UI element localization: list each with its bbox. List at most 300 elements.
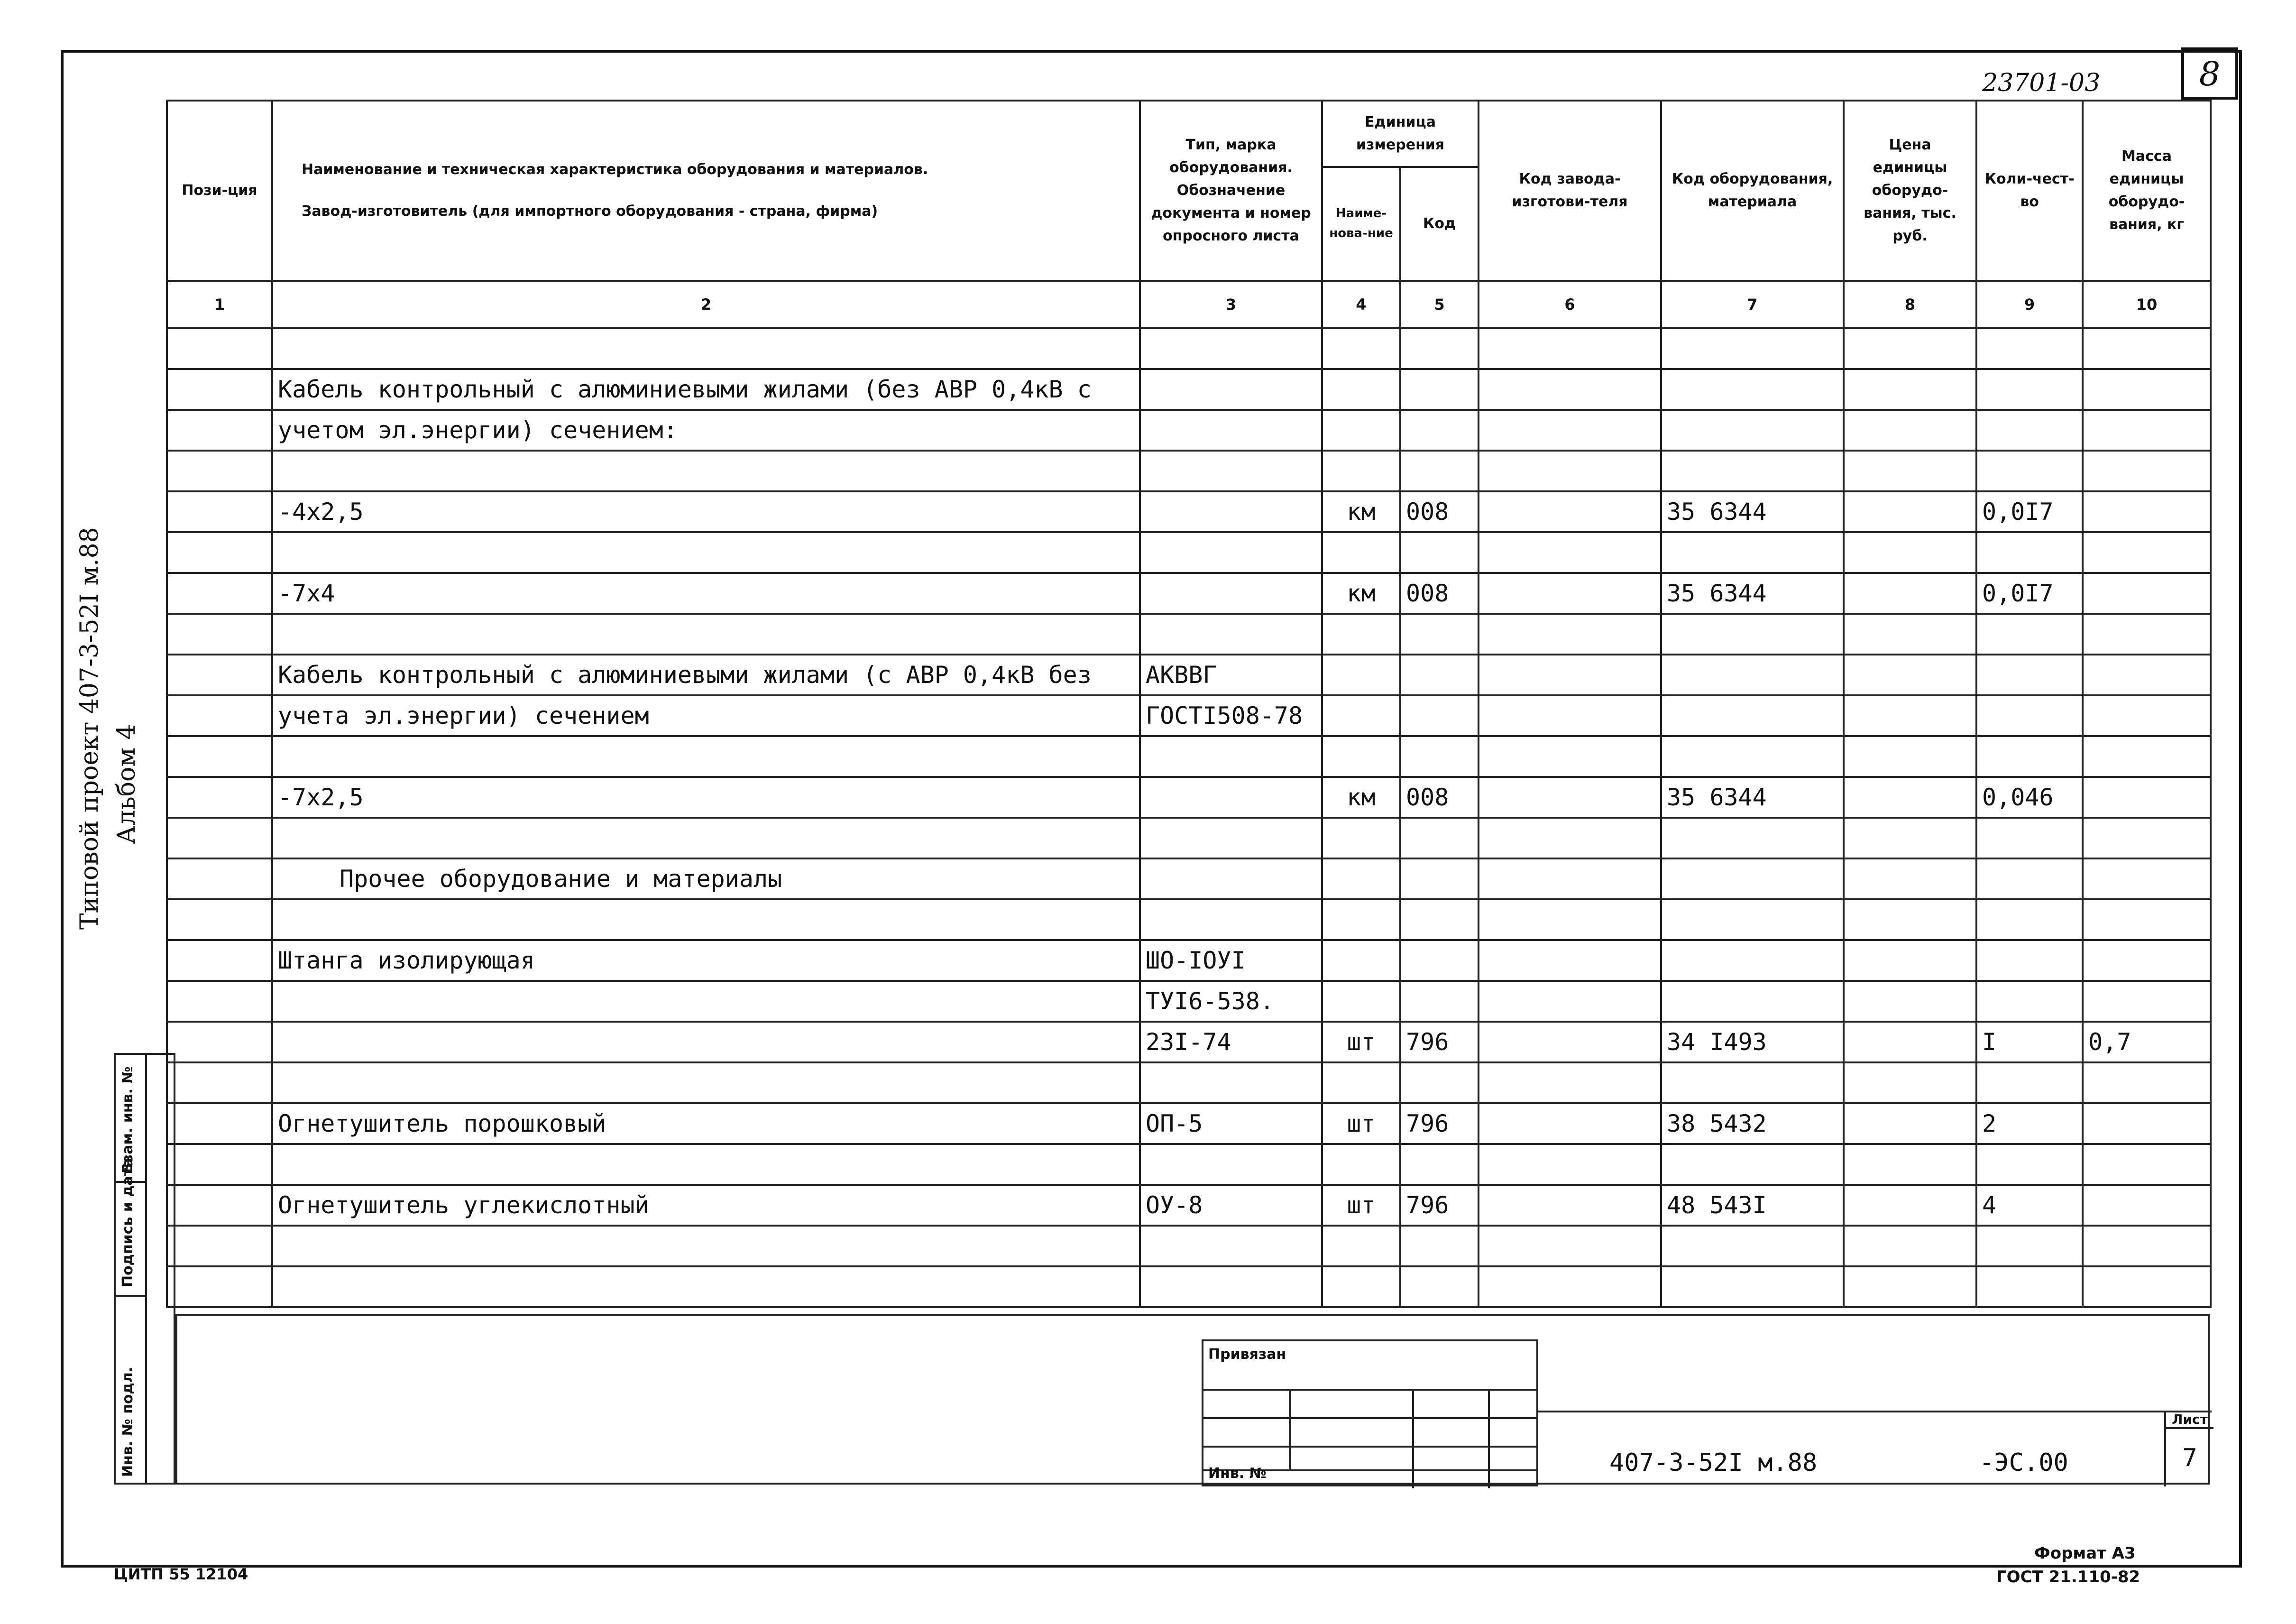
cell-position xyxy=(167,1022,272,1062)
header-unit-name: Наиме-нова-ние xyxy=(1322,167,1400,281)
table-row xyxy=(167,369,2211,410)
cintp-label: ЦИТП 55 12104 xyxy=(114,1565,248,1583)
cell-type xyxy=(1140,573,1322,614)
cell-name xyxy=(272,451,1140,491)
cell-mass xyxy=(2083,777,2211,818)
cell-material-code xyxy=(1661,451,1844,491)
cell-unit-code xyxy=(1400,940,1479,981)
cell-name: Огнетушитель порошковый xyxy=(272,1103,1140,1144)
cell-material-code xyxy=(1661,369,1844,410)
cell-mass xyxy=(2083,614,2211,655)
cell-material-code xyxy=(1661,940,1844,981)
grid-line xyxy=(1203,1389,1536,1391)
cell-name xyxy=(272,614,1140,655)
cell-price xyxy=(1844,940,1976,981)
cell-price xyxy=(1844,451,1976,491)
cell-quantity xyxy=(1976,981,2083,1022)
cell-name xyxy=(272,328,1140,369)
cell-price xyxy=(1844,532,1976,573)
cell-material-code: 35 6344 xyxy=(1661,491,1844,532)
cell-mass xyxy=(2083,573,2211,614)
cell-position xyxy=(167,1103,272,1144)
cell-price xyxy=(1844,1062,1976,1103)
grid-line xyxy=(1488,1389,1490,1488)
table-row xyxy=(167,491,2211,532)
cell-factory-code xyxy=(1479,940,1661,981)
document-number: 23701-03 xyxy=(1982,69,2101,97)
cell-position xyxy=(167,940,272,981)
cell-material-code xyxy=(1661,1144,1844,1185)
cell-name: Кабель контрольный с алюминиевыми жилами (без АВР 0,4кВ с xyxy=(272,369,1140,410)
cell-name xyxy=(272,818,1140,858)
cell-type xyxy=(1140,899,1322,940)
cell-unit-name: шт xyxy=(1322,1103,1400,1144)
cell-factory-code xyxy=(1479,573,1661,614)
cell-position xyxy=(167,1266,272,1307)
cell-unit-name xyxy=(1322,899,1400,940)
cell-quantity xyxy=(1976,451,2083,491)
cell-factory-code xyxy=(1479,1266,1661,1307)
cell-unit-code xyxy=(1400,1266,1479,1307)
cell-factory-code xyxy=(1479,777,1661,818)
cell-unit-name xyxy=(1322,532,1400,573)
cell-factory-code xyxy=(1479,1103,1661,1144)
cell-factory-code xyxy=(1479,451,1661,491)
cell-type xyxy=(1140,451,1322,491)
table-row xyxy=(167,410,2211,451)
cell-mass xyxy=(2083,940,2211,981)
sidebar-line-2: Альбом 4 xyxy=(112,724,141,844)
cell-type: ОП-5 xyxy=(1140,1103,1322,1144)
cell-factory-code xyxy=(1479,369,1661,410)
inv-no-label: Инв. № xyxy=(1208,1465,1267,1482)
header-name xyxy=(272,101,1140,281)
cell-name xyxy=(272,1266,1140,1307)
cell-mass xyxy=(2083,1062,2211,1103)
cell-factory-code xyxy=(1479,1226,1661,1266)
cell-unit-name xyxy=(1322,818,1400,858)
cell-price xyxy=(1844,981,1976,1022)
cell-mass xyxy=(2083,695,2211,736)
cell-quantity xyxy=(1976,369,2083,410)
column-number: 10 xyxy=(2083,281,2211,328)
cell-material-code: 38 5432 xyxy=(1661,1103,1844,1144)
column-number: 4 xyxy=(1322,281,1400,328)
cell-unit-code: 008 xyxy=(1400,491,1479,532)
table-row xyxy=(167,328,2211,369)
cell-price xyxy=(1844,899,1976,940)
cell-unit-name xyxy=(1322,614,1400,655)
cell-factory-code xyxy=(1479,1185,1661,1226)
cell-price xyxy=(1844,1022,1976,1062)
cell-name xyxy=(272,1022,1140,1062)
header-type: Тип, марка оборудования. Обозначение документа и номер опросного листа xyxy=(1140,101,1322,281)
cell-unit-code xyxy=(1400,655,1479,695)
column-number-row xyxy=(167,281,2211,328)
header-name-line2: Завод-изготовитель (для импортного оборудования - страна, фирма) xyxy=(302,203,878,220)
cell-price xyxy=(1844,777,1976,818)
table-row xyxy=(167,899,2211,940)
cell-position xyxy=(167,736,272,777)
cell-name: учетом эл.энергии) сечением: xyxy=(272,410,1140,451)
cell-price xyxy=(1844,328,1976,369)
cell-material-code xyxy=(1661,818,1844,858)
cell-unit-code xyxy=(1400,410,1479,451)
cell-price xyxy=(1844,1144,1976,1185)
table-row xyxy=(167,858,2211,899)
cell-name: Прочее оборудование и материалы xyxy=(272,858,1140,899)
cell-type xyxy=(1140,410,1322,451)
cell-mass xyxy=(2083,410,2211,451)
cell-material-code xyxy=(1661,1062,1844,1103)
cell-name xyxy=(272,532,1140,573)
table-row xyxy=(167,655,2211,695)
cell-mass xyxy=(2083,491,2211,532)
format-label: Формат А3 xyxy=(2034,1544,2136,1563)
cell-factory-code xyxy=(1479,614,1661,655)
cell-factory-code xyxy=(1479,1022,1661,1062)
cell-material-code xyxy=(1661,981,1844,1022)
cell-unit-name: км xyxy=(1322,573,1400,614)
cell-name xyxy=(272,1144,1140,1185)
cell-name: -7х2,5 xyxy=(272,777,1140,818)
cell-type xyxy=(1140,736,1322,777)
cell-factory-code xyxy=(1479,858,1661,899)
table-row xyxy=(167,981,2211,1022)
cell-mass xyxy=(2083,1144,2211,1185)
sidebar-project-title xyxy=(71,455,175,930)
cell-mass xyxy=(2083,1226,2211,1266)
table-row xyxy=(167,1103,2211,1144)
cell-position xyxy=(167,777,272,818)
cell-material-code xyxy=(1661,328,1844,369)
header-position: Пози-ция xyxy=(167,101,272,281)
cell-unit-code xyxy=(1400,1226,1479,1266)
cell-price xyxy=(1844,655,1976,695)
cell-unit-code: 008 xyxy=(1400,777,1479,818)
cell-quantity: 2 xyxy=(1976,1103,2083,1144)
grid-line xyxy=(1289,1389,1291,1469)
cell-price xyxy=(1844,410,1976,451)
cell-name: Штанга изолирующая xyxy=(272,940,1140,981)
cell-factory-code xyxy=(1479,736,1661,777)
cell-mass xyxy=(2083,655,2211,695)
cell-type xyxy=(1140,858,1322,899)
cell-mass xyxy=(2083,1103,2211,1144)
table-row xyxy=(167,1266,2211,1307)
header-material-code: Код оборудования, материала xyxy=(1661,101,1844,281)
cell-position xyxy=(167,655,272,695)
grid-line xyxy=(1203,1417,1536,1419)
cell-unit-name xyxy=(1322,1226,1400,1266)
cell-unit-code: 796 xyxy=(1400,1103,1479,1144)
cell-type: ГОСТI508-78 xyxy=(1140,695,1322,736)
cell-position xyxy=(167,1062,272,1103)
cell-name: Огнетушитель углекислотный xyxy=(272,1185,1140,1226)
cell-material-code xyxy=(1661,736,1844,777)
cell-type: АКВВГ xyxy=(1140,655,1322,695)
cell-unit-name xyxy=(1322,858,1400,899)
cell-name: учета эл.энергии) сечением xyxy=(272,695,1140,736)
cell-price xyxy=(1844,1266,1976,1307)
cell-mass xyxy=(2083,858,2211,899)
cell-quantity: 0,0I7 xyxy=(1976,491,2083,532)
table-row xyxy=(167,940,2211,981)
table-body xyxy=(167,328,2211,1307)
cell-mass xyxy=(2083,1266,2211,1307)
cell-unit-name xyxy=(1322,1062,1400,1103)
cell-quantity xyxy=(1976,1266,2083,1307)
cell-position xyxy=(167,532,272,573)
cell-material-code: 48 543I xyxy=(1661,1185,1844,1226)
cell-type: 23I-74 xyxy=(1140,1022,1322,1062)
cell-unit-name: км xyxy=(1322,777,1400,818)
cell-position xyxy=(167,451,272,491)
cell-mass xyxy=(2083,369,2211,410)
header-mass: Масса единицы оборудо-вания, кг xyxy=(2083,101,2211,281)
cell-unit-code xyxy=(1400,1062,1479,1103)
cell-position xyxy=(167,491,272,532)
cell-price xyxy=(1844,491,1976,532)
cell-type xyxy=(1140,777,1322,818)
cell-quantity xyxy=(1976,532,2083,573)
cell-quantity xyxy=(1976,655,2083,695)
cell-price xyxy=(1844,614,1976,655)
list-number: 7 xyxy=(2182,1444,2197,1472)
cell-unit-name xyxy=(1322,695,1400,736)
cell-type xyxy=(1140,1266,1322,1307)
cell-material-code: 35 6344 xyxy=(1661,777,1844,818)
cell-unit-code xyxy=(1400,451,1479,491)
cell-quantity: 4 xyxy=(1976,1185,2083,1226)
cell-factory-code xyxy=(1479,328,1661,369)
cell-mass xyxy=(2083,451,2211,491)
cell-unit-name xyxy=(1322,736,1400,777)
cell-position xyxy=(167,1144,272,1185)
cell-position xyxy=(167,1185,272,1226)
cell-name xyxy=(272,1226,1140,1266)
list-label: Лист xyxy=(2166,1412,2213,1429)
cell-type xyxy=(1140,818,1322,858)
cell-unit-code: 008 xyxy=(1400,573,1479,614)
column-number: 1 xyxy=(167,281,272,328)
cell-factory-code xyxy=(1479,981,1661,1022)
table-row xyxy=(167,451,2211,491)
cell-unit-name xyxy=(1322,1266,1400,1307)
cell-type xyxy=(1140,532,1322,573)
cell-name: -7х4 xyxy=(272,573,1140,614)
cell-unit-name: шт xyxy=(1322,1185,1400,1226)
cell-unit-name xyxy=(1322,451,1400,491)
cell-unit-code xyxy=(1400,614,1479,655)
cell-position xyxy=(167,1226,272,1266)
sheet-corner-number: 8 xyxy=(2181,47,2238,100)
header-quantity: Коли-чест-во xyxy=(1976,101,2083,281)
cell-price xyxy=(1844,1103,1976,1144)
header-factory-code: Код завода-изготови-теля xyxy=(1479,101,1661,281)
table-row xyxy=(167,695,2211,736)
cell-price xyxy=(1844,1226,1976,1266)
project-code: 407-3-52I м.88 xyxy=(1609,1449,1818,1477)
cell-factory-code xyxy=(1479,899,1661,940)
stamp-vzam-label: Взам. инв. № xyxy=(119,1066,136,1173)
cell-unit-code xyxy=(1400,818,1479,858)
cell-unit-code xyxy=(1400,736,1479,777)
cell-mass xyxy=(2083,328,2211,369)
cell-factory-code xyxy=(1479,410,1661,451)
cell-type xyxy=(1140,1226,1322,1266)
cell-position xyxy=(167,981,272,1022)
cell-name: -4х2,5 xyxy=(272,491,1140,532)
table-row xyxy=(167,777,2211,818)
table-row xyxy=(167,614,2211,655)
cell-unit-code xyxy=(1400,1144,1479,1185)
cell-price xyxy=(1844,818,1976,858)
table-row xyxy=(167,1062,2211,1103)
cell-quantity xyxy=(1976,818,2083,858)
cell-quantity xyxy=(1976,1226,2083,1266)
cell-unit-name xyxy=(1322,981,1400,1022)
cell-unit-code: 796 xyxy=(1400,1185,1479,1226)
title-divider xyxy=(1538,1411,2212,1412)
table-row xyxy=(167,1226,2211,1266)
cell-mass xyxy=(2083,532,2211,573)
cell-unit-name: шт xyxy=(1322,1022,1400,1062)
cell-name xyxy=(272,899,1140,940)
cell-material-code xyxy=(1661,532,1844,573)
cell-quantity xyxy=(1976,899,2083,940)
cell-unit-name xyxy=(1322,1144,1400,1185)
cell-material-code xyxy=(1661,614,1844,655)
list-box xyxy=(2164,1411,2213,1486)
cell-factory-code xyxy=(1479,695,1661,736)
column-number: 9 xyxy=(1976,281,2083,328)
header-price: Цена единицы оборудо-вания, тыс. руб. xyxy=(1844,101,1976,281)
cell-unit-name xyxy=(1322,328,1400,369)
cell-quantity xyxy=(1976,940,2083,981)
cell-factory-code xyxy=(1479,1062,1661,1103)
cell-name xyxy=(272,736,1140,777)
table-row xyxy=(167,1022,2211,1062)
cell-quantity xyxy=(1976,858,2083,899)
cell-quantity xyxy=(1976,1144,2083,1185)
header-name-line1: Наименование и техническая характеристика оборудования и материалов. xyxy=(302,161,928,178)
cell-quantity xyxy=(1976,695,2083,736)
cell-mass: 0,7 xyxy=(2083,1022,2211,1062)
cell-unit-code xyxy=(1400,981,1479,1022)
cell-mass xyxy=(2083,981,2211,1022)
column-number: 2 xyxy=(272,281,1140,328)
cell-unit-code xyxy=(1400,899,1479,940)
cell-position xyxy=(167,573,272,614)
cell-price xyxy=(1844,736,1976,777)
column-number: 8 xyxy=(1844,281,1976,328)
cell-type xyxy=(1140,491,1322,532)
cell-name xyxy=(272,1062,1140,1103)
stamp-podpis-label: Подпись и дата xyxy=(119,1158,136,1287)
cell-material-code xyxy=(1661,899,1844,940)
cell-position xyxy=(167,328,272,369)
cell-quantity: 0,0I7 xyxy=(1976,573,2083,614)
cell-price xyxy=(1844,858,1976,899)
table-row xyxy=(167,532,2211,573)
cell-price xyxy=(1844,573,1976,614)
cell-unit-name xyxy=(1322,369,1400,410)
cell-quantity xyxy=(1976,410,2083,451)
side-stamp xyxy=(114,1053,175,1485)
cell-quantity xyxy=(1976,614,2083,655)
cell-price xyxy=(1844,369,1976,410)
cell-mass xyxy=(2083,899,2211,940)
cell-unit-code xyxy=(1400,858,1479,899)
cell-type: ТУI6-538. xyxy=(1140,981,1322,1022)
cell-type xyxy=(1140,1062,1322,1103)
cell-mass xyxy=(2083,1185,2211,1226)
cell-quantity: I xyxy=(1976,1022,2083,1062)
privyazan-label: Привязан xyxy=(1208,1346,1286,1363)
cell-name: Кабель контрольный с алюминиевыми жилами (с АВР 0,4кВ без xyxy=(272,655,1140,695)
grid-line xyxy=(1203,1446,1536,1448)
cell-mass xyxy=(2083,736,2211,777)
cell-factory-code xyxy=(1479,818,1661,858)
header-row-1 xyxy=(167,101,2211,167)
cell-type xyxy=(1140,1144,1322,1185)
cell-position xyxy=(167,695,272,736)
cell-unit-name: км xyxy=(1322,491,1400,532)
table-row xyxy=(167,1144,2211,1185)
cell-position xyxy=(167,614,272,655)
cell-material-code xyxy=(1661,858,1844,899)
cell-unit-code xyxy=(1400,328,1479,369)
cell-factory-code xyxy=(1479,655,1661,695)
specification-table xyxy=(166,100,2212,1308)
cell-quantity xyxy=(1976,328,2083,369)
cell-material-code xyxy=(1661,1226,1844,1266)
header-unit-group: Единица измерения xyxy=(1322,101,1479,167)
title-block xyxy=(175,1314,2210,1485)
cell-material-code xyxy=(1661,695,1844,736)
cell-position xyxy=(167,410,272,451)
drawing-suffix: -ЭС.00 xyxy=(1979,1449,2068,1477)
cell-type xyxy=(1140,369,1322,410)
cell-type xyxy=(1140,614,1322,655)
column-number: 7 xyxy=(1661,281,1844,328)
gost-label: ГОСТ 21.110-82 xyxy=(1996,1568,2140,1587)
cell-type: ОУ-8 xyxy=(1140,1185,1322,1226)
cell-unit-code: 796 xyxy=(1400,1022,1479,1062)
cell-factory-code xyxy=(1479,1144,1661,1185)
cell-name xyxy=(272,981,1140,1022)
cell-position xyxy=(167,899,272,940)
cell-position xyxy=(167,818,272,858)
cell-unit-code xyxy=(1400,695,1479,736)
privyazan-box xyxy=(1202,1339,1538,1486)
cell-price xyxy=(1844,1185,1976,1226)
table-row xyxy=(167,573,2211,614)
cell-factory-code xyxy=(1479,491,1661,532)
cell-material-code xyxy=(1661,655,1844,695)
column-number: 3 xyxy=(1140,281,1322,328)
header-unit-code: Код xyxy=(1400,167,1479,281)
cell-quantity: 0,046 xyxy=(1976,777,2083,818)
stamp-divider xyxy=(145,1055,147,1483)
cell-factory-code xyxy=(1479,532,1661,573)
cell-position xyxy=(167,369,272,410)
cell-type: ШО-IОУI xyxy=(1140,940,1322,981)
sidebar-line-1: Типовой проект 407-3-52I м.88 xyxy=(75,527,104,930)
cell-mass xyxy=(2083,818,2211,858)
cell-quantity xyxy=(1976,736,2083,777)
